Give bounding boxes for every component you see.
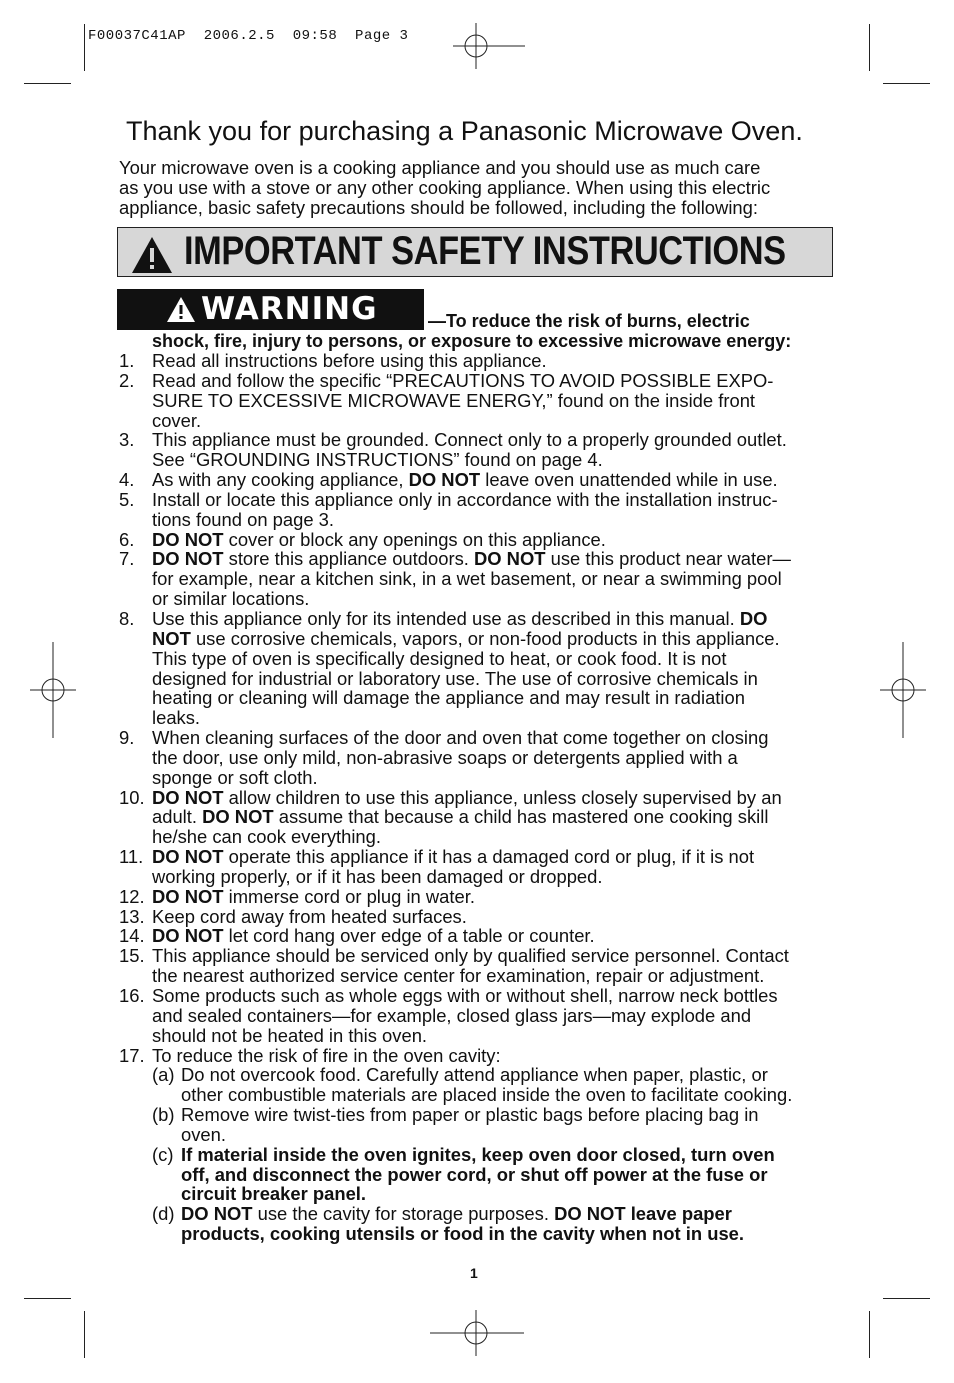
item-number: 3.: [119, 429, 135, 451]
item-number: 8.: [119, 607, 135, 629]
crop-mark: [24, 1298, 71, 1299]
item-line: tions found on page 3.: [152, 508, 335, 530]
warning-triangle-icon: [166, 296, 196, 328]
item-text: [152, 549, 842, 609]
sub-item-line: [181, 1224, 954, 1244]
item-line: This appliance must be grounded. Connect only to a properly grounded outlet.: [152, 429, 787, 451]
list-item: [0, 728, 954, 788]
item-number: 10.: [119, 786, 145, 808]
item-line: Read all instructions before using this appliance.: [152, 350, 547, 371]
emphasis-text: DO NOT: [152, 925, 224, 947]
item-text: [152, 530, 842, 550]
item-line: or similar locations.: [152, 588, 310, 610]
sub-item-line: oven.: [181, 1123, 226, 1145]
emphasis-text: DO NOT: [408, 469, 481, 491]
emphasis-text: DO NOT: [152, 548, 224, 570]
item-number: 12.: [119, 885, 145, 907]
item-text: [152, 788, 842, 848]
sub-item-line: other combustible materials are placed inside the oven to facilitate cooking.: [181, 1084, 793, 1106]
warning-label: WARNING: [201, 291, 378, 327]
crop-mark: [869, 24, 870, 71]
emphasis-text: If material inside the oven ignites, keep oven door closed, turn oven: [181, 1143, 775, 1165]
intro-line: as you use with a stove or any other cooking appliance. When using this electric: [119, 176, 771, 198]
item-line: Some products such as whole eggs with or without shell, narrow neck bottles: [152, 985, 778, 1006]
emphasis-text: DO NOT: [152, 786, 224, 808]
item-number: 13.: [119, 905, 145, 927]
list-item: [0, 926, 954, 946]
item-number: 15.: [119, 945, 145, 967]
item-line: DO NOT store this appliance outdoors. DO NOT use this product near water—: [152, 548, 791, 570]
item-line: adult. DO NOT assume that because a child has mastered one cooking skill: [152, 806, 769, 828]
item-number: 6.: [119, 528, 135, 550]
item-text: [152, 907, 842, 927]
sub-item-text: [181, 1065, 954, 1105]
item-line: cover.: [152, 409, 202, 431]
list-item: [0, 788, 954, 848]
sub-item-text: [181, 1145, 954, 1205]
safety-instructions-banner: [117, 227, 833, 277]
item-text: [152, 371, 842, 431]
item-line: the nearest authorized service center for examination, repair or adjustment.: [152, 965, 765, 987]
item-line: DO NOT cover or block any openings on this appliance.: [152, 528, 606, 550]
list-item: [0, 371, 954, 431]
item-text: [152, 986, 842, 1046]
emphasis-text: DO NOT: [152, 885, 224, 907]
emphasis-text: products, cooking utensils or food in the cavity when not in use.: [181, 1223, 745, 1245]
intro-line: appliance, basic safety precautions should be followed, including the following:: [119, 196, 758, 218]
item-line: heating or cleaning will damage the appliance and may result in radiation: [152, 687, 745, 709]
item-line: SURE TO EXCESSIVE MICROWAVE ENERGY,” found on the inside front: [152, 389, 756, 411]
item-text: [152, 887, 842, 907]
list-item: [0, 907, 954, 927]
item-text: [152, 946, 842, 986]
sub-item-label: (a): [152, 1064, 175, 1086]
item-text: [152, 490, 842, 530]
item-line: DO NOT operate this appliance if it has a damaged cord or plug, if it is not: [152, 846, 755, 868]
item-number: 1.: [119, 350, 135, 371]
warning-lead-line-2: shock, fire, injury to persons, or exposure to excessive microwave energy:: [152, 331, 792, 351]
intro-line: Your microwave oven is a cooking appliance and you should use as much care: [119, 157, 761, 178]
emphasis-text: DO NOT: [202, 806, 274, 828]
item-text: [152, 728, 842, 788]
list-item: [0, 470, 954, 490]
page-number: 1: [470, 1265, 478, 1281]
sub-item-label: (b): [152, 1104, 175, 1126]
page-title: Thank you for purchasing a Panasonic Microwave Oven.: [126, 116, 803, 146]
intro-paragraph: [119, 158, 839, 217]
registration-mark-top: [453, 23, 499, 69]
sub-item: [0, 1204, 954, 1244]
item-line: the door, use only mild, non-abrasive soaps or detergents applied with a: [152, 746, 738, 768]
sub-item-line: [181, 1145, 954, 1165]
item-line: NOT use corrosive chemicals, vapors, or non-food products in this appliance.: [152, 627, 780, 649]
list-item: [0, 847, 954, 887]
list-item: [0, 530, 954, 550]
list-item: [0, 1046, 954, 1066]
list-item: [0, 609, 954, 728]
sub-item-text: [181, 1204, 954, 1244]
item-text: [152, 351, 842, 371]
item-number: 16.: [119, 985, 145, 1006]
sub-item-text: [181, 1105, 954, 1145]
item-line: working properly, or if it has been damaged or dropped.: [152, 865, 603, 887]
emphasis-text: DO NOT: [181, 1203, 253, 1225]
emphasis-text: DO: [739, 607, 768, 629]
item-line: Use this appliance only for its intended use as described in this manual. DO: [152, 607, 768, 629]
list-item: [0, 351, 954, 371]
item-text: [152, 847, 842, 887]
item-text: [152, 470, 842, 490]
item-text: [152, 430, 842, 470]
registration-mark-bottom: [430, 1310, 476, 1356]
item-line: Read and follow the specific “PRECAUTIONS TO AVOID POSSIBLE EXPO-: [152, 369, 774, 391]
sub-item-line: Remove wire twist-ties from paper or plastic bags before placing bag in: [181, 1104, 759, 1126]
emphasis-text: DO NOT: [152, 846, 224, 868]
item-line: To reduce the risk of fire in the oven cavity:: [152, 1044, 501, 1066]
sub-item: [0, 1065, 954, 1105]
emphasis-text: NOT: [152, 627, 191, 649]
item-line: sponge or soft cloth.: [152, 766, 318, 788]
sub-item-line: DO NOT use the cavity for storage purposes. DO NOT leave paper: [181, 1203, 732, 1225]
crop-mark: [883, 83, 930, 84]
item-line: DO NOT allow children to use this appliance, unless closely supervised by an: [152, 786, 782, 808]
item-line: As with any cooking appliance, DO NOT leave oven unattended while in use.: [152, 469, 778, 491]
item-line: leaks.: [152, 707, 201, 729]
list-item: [0, 549, 954, 609]
warning-triangle-icon: [130, 235, 174, 280]
crop-mark: [84, 24, 85, 71]
list-item: [0, 946, 954, 986]
item-line: See “GROUNDING INSTRUCTIONS” found on page 4.: [152, 449, 603, 471]
item-number: 4.: [119, 469, 135, 491]
list-item: [0, 887, 954, 907]
sub-item-line: [181, 1184, 954, 1204]
item-text: [152, 926, 842, 946]
sub-item: [0, 1105, 954, 1145]
item-line: DO NOT let cord hang over edge of a table or counter.: [152, 925, 595, 947]
item-number: 11.: [119, 846, 144, 868]
emphasis-text: off, and disconnect the power cord, or shut off power at the fuse or: [181, 1163, 768, 1185]
item-number: 2.: [119, 369, 135, 391]
item-line: Keep cord away from heated surfaces.: [152, 905, 467, 927]
item-line: he/she can cook everything.: [152, 826, 382, 848]
safety-heading: IMPORTANT SAFETY INSTRUCTIONS: [184, 229, 786, 273]
emphasis-text: DO NOT: [152, 528, 224, 550]
sub-item-label: (d): [152, 1203, 175, 1225]
emphasis-text: circuit breaker panel.: [181, 1183, 367, 1205]
item-number: 7.: [119, 548, 135, 570]
item-line: and sealed containers—for example, closed glass jars—may explode and: [152, 1004, 752, 1026]
sub-item-label: (c): [152, 1143, 174, 1165]
item-line: This appliance should be serviced only by qualified service personnel. Contact: [152, 945, 789, 967]
item-line: for example, near a kitchen sink, in a wet basement, or near a swimming pool: [152, 568, 782, 590]
list-item: [0, 430, 954, 470]
item-text: [152, 609, 842, 728]
safety-instructions-list: [0, 351, 954, 1244]
sub-item: [0, 1145, 954, 1205]
sub-item-line: Do not overcook food. Carefully attend appliance when paper, plastic, or: [181, 1064, 768, 1086]
item-number: 5.: [119, 488, 135, 510]
item-text: [152, 1046, 842, 1066]
item-line: This type of oven is specifically designed to heat, or cook food. It is not: [152, 647, 727, 669]
item-number: 17.: [119, 1044, 145, 1066]
item-line: DO NOT immerse cord or plug in water.: [152, 885, 475, 907]
crop-mark: [883, 1298, 930, 1299]
crop-mark: [869, 1311, 870, 1358]
printer-slug: F00037C41AP 2006.2.5 09:58 Page 3: [88, 28, 409, 44]
item-number: 9.: [119, 727, 135, 749]
crop-mark: [84, 1311, 85, 1358]
item-line: designed for industrial or laboratory use. The use of corrosive chemicals in: [152, 667, 758, 689]
warning-lead-line-1: —To reduce the risk of burns, electric: [428, 311, 750, 331]
warning-badge: [117, 289, 424, 330]
list-item: [0, 986, 954, 1046]
emphasis-text: DO NOT leave paper: [554, 1203, 732, 1225]
item-line: should not be heated in this oven.: [152, 1024, 428, 1046]
item-line: When cleaning surfaces of the door and oven that come together on closing: [152, 727, 769, 749]
crop-mark: [24, 83, 71, 84]
emphasis-text: DO NOT: [473, 548, 546, 570]
sub-item-line: [181, 1165, 954, 1185]
item-line: Install or locate this appliance only in accordance with the installation instruc-: [152, 488, 778, 510]
list-item: [0, 490, 954, 530]
item-number: 14.: [119, 925, 145, 947]
